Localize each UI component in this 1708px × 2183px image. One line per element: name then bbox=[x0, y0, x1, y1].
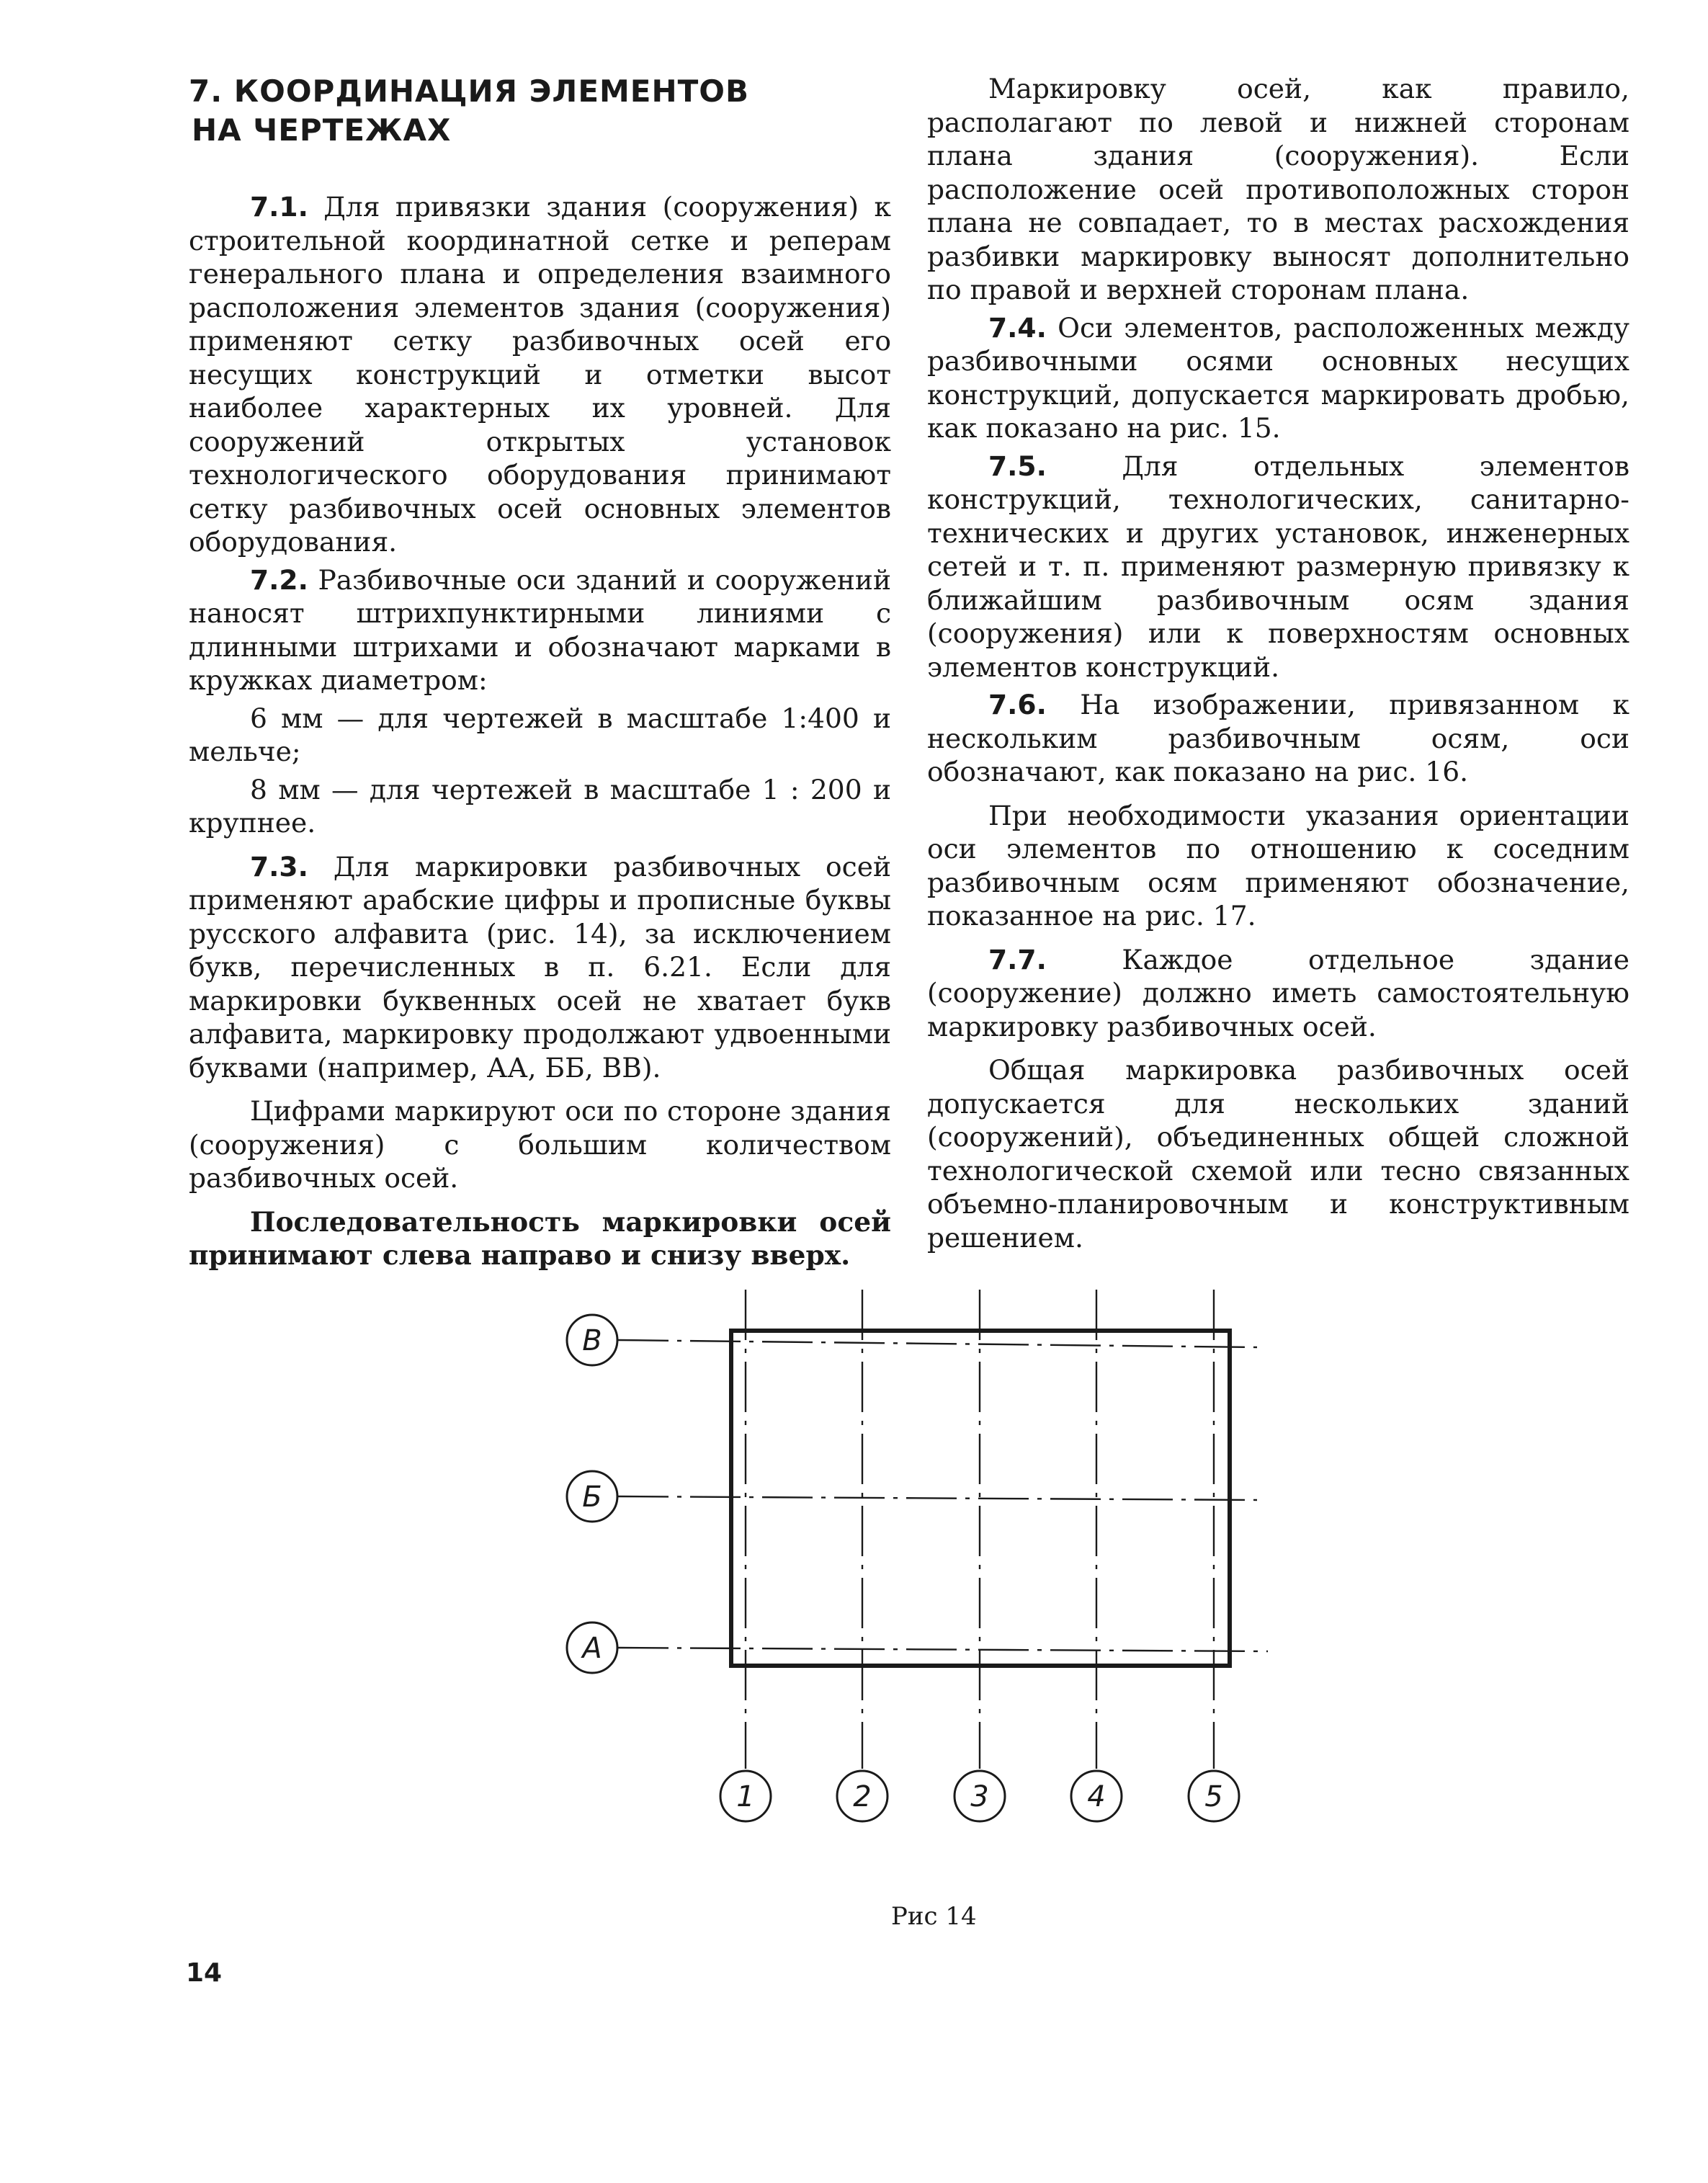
row-mark-label-v: В bbox=[582, 1324, 602, 1357]
row-axis-line-b bbox=[618, 1496, 1257, 1500]
paragraph-7-6: 7.6. На изображении, привязанном к нескольким разбивочным осям, оси обозначают, как показано на рис. 16. bbox=[927, 689, 1629, 787]
paragraph-marking-sequence: Последовательность маркировки осей принимают слева направо и снизу вверх. bbox=[189, 1205, 891, 1271]
column-mark-label-1: 1 bbox=[736, 1780, 755, 1813]
row-axis-line-v bbox=[618, 1340, 1257, 1347]
section-title-line-1: 7. КООРДИНАЦИЯ ЭЛЕМЕНТОВ bbox=[189, 73, 750, 109]
paragraph-scale-8mm: 8 мм — для чертежей в масштабе 1 : 200 и крупнее. bbox=[189, 773, 891, 839]
paragraph-7-5: 7.5. Для отдельных элементов конструкций, технологических, санитарно-технических и других установок, инженерных сетей и т. п. применяют размерную привязку к ближайшим разбивочным осям здания (сооружения) или к поверхностям основных элементов конструкций. bbox=[927, 450, 1629, 683]
page-number: 14 bbox=[186, 1958, 223, 1988]
column-mark-label-3: 3 bbox=[970, 1780, 989, 1813]
column-mark-label-5: 5 bbox=[1204, 1780, 1223, 1813]
row-axis-line-a bbox=[618, 1648, 1268, 1651]
paragraph-7-1: 7.1. Для привязки здания (сооружения) к строительной координатной сетке и реперам генерального плана и определения взаимного расположения элементов здания (сооружения) применяют сетку разбивочных осей его несущих конструкций и отметки высот наиболее характерных их уровней. Для сооружений открытых установок технологического оборудования принимают сетку разбивочных осей основных элементов оборудования. bbox=[189, 191, 891, 558]
paragraph-common-marking: Общая маркировка разбивочных осей допускается для нескольких зданий (сооружений), объединенных общей сложной технологической схемой или тесно связанных объемно-планировочным и конструктивным решением. bbox=[927, 1054, 1629, 1254]
column-mark-label-2: 2 bbox=[853, 1780, 872, 1813]
paragraph-scale-6mm: 6 мм — для чертежей в масштабе 1:400 и мельче; bbox=[189, 702, 891, 767]
paragraph-orientation: При необходимости указания ориентации оси элементов по отношению к соседним разбивочным осям применяют обозначение, показанное на рис. 17. bbox=[927, 799, 1629, 932]
column-mark-label-4: 4 bbox=[1087, 1780, 1106, 1813]
paragraph-axis-placement: Маркировку осей, как правило, располагают по левой и нижней сторонам плана здания (сооружения). Если расположение осей противоположных сторон плана не совпадает, то в местах расхождения разбивки маркировку выносят дополнительно по правой и верхней сторонам плана. bbox=[927, 73, 1629, 305]
paragraph-7-3: 7.3. Для маркировки разбивочных осей применяют арабские цифры и прописные буквы русского алфавита (рис. 14), за исключением букв, перечисленных в п. 6.21. Если для маркировки буквенных осей не хватает букв алфавита, маркировку продолжают удвоенными буквами (например, АА, ББ, ВВ). bbox=[189, 850, 891, 1084]
row-mark-label-b: Б bbox=[582, 1481, 602, 1514]
paragraph-7-2: 7.2. Разбивочные оси зданий и сооружений наносят штрихпунктирными линиями с длинными штрихами и обозначают марками в кружках диаметром: bbox=[189, 563, 891, 696]
figure-caption: Рис 14 bbox=[891, 1902, 977, 1931]
section-title-line-2: НА ЧЕРТЕЖАХ bbox=[192, 112, 452, 148]
paragraph-digits-marking: Цифрами маркируют оси по стороне здания (сооружения) с большим количеством разбивочных осей. bbox=[189, 1095, 891, 1194]
paragraph-7-4: 7.4. Оси элементов, расположенных между разбивочными осями основных несущих конструкций, допускается маркировать дробью, как показано на рис. 15. bbox=[927, 311, 1629, 444]
row-mark-label-a: А bbox=[582, 1632, 602, 1665]
paragraph-7-7: 7.7. Каждое отдельное здание (сооружение) должно иметь самостоятельную маркировку разбивочных осей. bbox=[927, 943, 1629, 1043]
